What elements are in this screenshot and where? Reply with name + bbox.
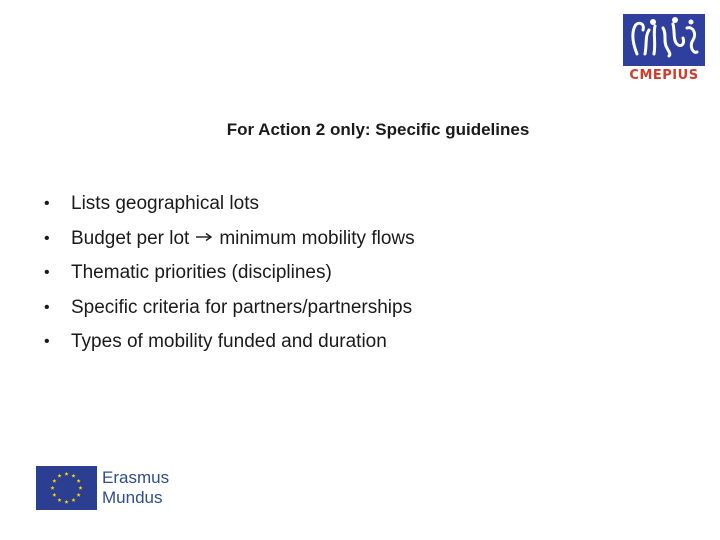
bullet-text <box>71 225 415 253</box>
bullet-dot-icon: • <box>44 195 50 212</box>
eu-flag-icon <box>36 466 97 510</box>
bullet-text-before-arrow: Budget per lot <box>71 227 190 249</box>
bullet-text: Specific criteria for partners/partnerships <box>71 296 413 318</box>
cmepius-logo <box>623 14 705 92</box>
mundus-word: Mundus <box>102 488 163 507</box>
bullet-text: Lists geographical lots <box>71 193 259 214</box>
erasmus-mundus-logo <box>36 466 196 512</box>
cmepius-brand-text: CMEPIUS <box>629 68 699 83</box>
cmepius-figures-icon <box>623 14 705 66</box>
bullet-dot-icon: • <box>44 264 50 281</box>
bullet-dot-icon: • <box>44 298 50 316</box>
bullet-text-after-arrow: minimum mobility flows <box>219 227 415 249</box>
erasmus-mundus-wordmark <box>102 468 169 508</box>
erasmus-word: Erasmus <box>102 468 170 487</box>
bullet-text: Types of mobility funded and duration <box>71 331 387 352</box>
bullet-dot-icon: • <box>44 333 50 350</box>
slide-title: For Action 2 only: Specific guidelines <box>226 120 530 139</box>
bullet-dot-icon: • <box>44 229 50 247</box>
bullet-text: Thematic priorities (disciplines) <box>71 262 332 283</box>
arrow-right-icon <box>195 232 213 242</box>
